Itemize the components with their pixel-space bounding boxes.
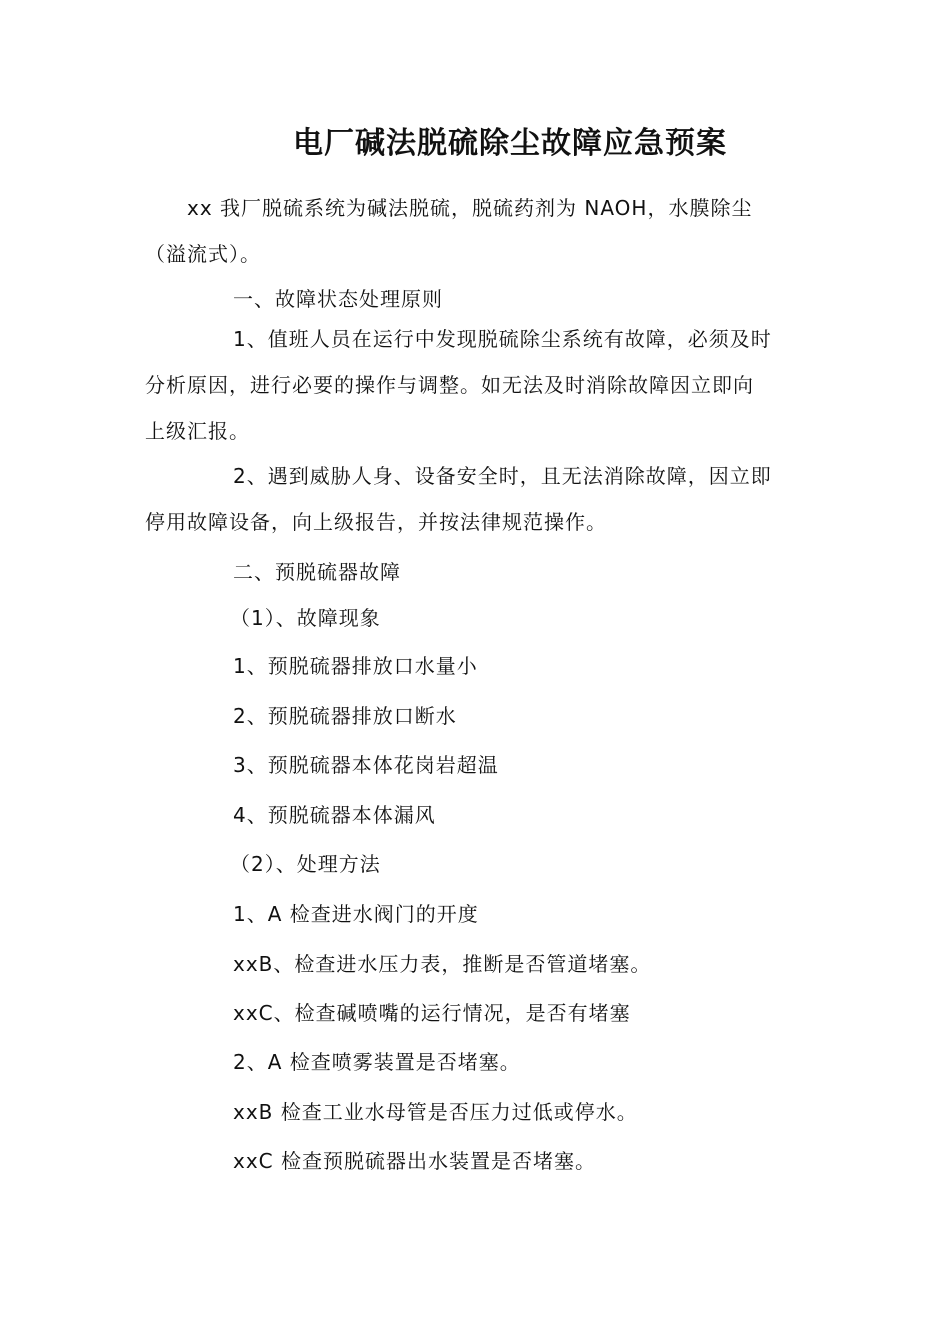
s1p1-line-2: 分析原因，进行必要的操作与调整。如无法及时消除故障因立即向 bbox=[145, 373, 754, 397]
s1p2-line-1: 2、遇到威胁人身、设备安全时，且无法消除故障，因立即 bbox=[233, 464, 772, 488]
method-item: xxC 检查预脱硫器出水装置是否堵塞。 bbox=[233, 1149, 596, 1173]
section-1-paragraph-2 bbox=[145, 453, 810, 545]
s1p1-line-3: 上级汇报。 bbox=[145, 419, 250, 443]
phenomenon-item: 3、预脱硫器本体花岗岩超温 bbox=[233, 753, 499, 777]
intro-line-2: （溢流式）。 bbox=[145, 242, 261, 266]
phenomenon-item: 2、预脱硫器排放口断水 bbox=[233, 704, 457, 728]
document-title: 电厂碱法脱硫除尘故障应急预案 bbox=[293, 126, 727, 161]
method-item: xxB 检查工业水母管是否压力过低或停水。 bbox=[233, 1100, 638, 1124]
method-item: 1、A 检查进水阀门的开度 bbox=[233, 902, 479, 926]
intro-line-1: xx 我厂脱硫系统为碱法脱硫，脱硫药剂为 NAOH，水膜除尘 bbox=[187, 196, 753, 220]
subsection-1-heading: （1）、故障现象 bbox=[230, 606, 381, 630]
section-1-heading: 一、故障状态处理原则 bbox=[233, 287, 443, 311]
method-item: xxC、检查碱喷嘴的运行情况，是否有堵塞 bbox=[233, 1001, 631, 1025]
section-1-paragraph-1 bbox=[145, 316, 810, 454]
s1p2-line-2: 停用故障设备，向上级报告，并按法律规范操作。 bbox=[145, 510, 607, 534]
method-item: xxB、检查进水压力表，推断是否管道堵塞。 bbox=[233, 952, 652, 976]
subsection-2-heading: （2）、处理方法 bbox=[230, 852, 381, 876]
section-2-heading: 二、预脱硫器故障 bbox=[233, 560, 401, 584]
method-item: 2、A 检查喷雾装置是否堵塞。 bbox=[233, 1050, 521, 1074]
phenomenon-item: 1、预脱硫器排放口水量小 bbox=[233, 654, 478, 678]
phenomenon-item: 4、预脱硫器本体漏风 bbox=[233, 803, 436, 827]
s1p1-line-1: 1、值班人员在运行中发现脱硫除尘系统有故障，必须及时 bbox=[233, 327, 772, 351]
intro-paragraph bbox=[145, 185, 810, 277]
